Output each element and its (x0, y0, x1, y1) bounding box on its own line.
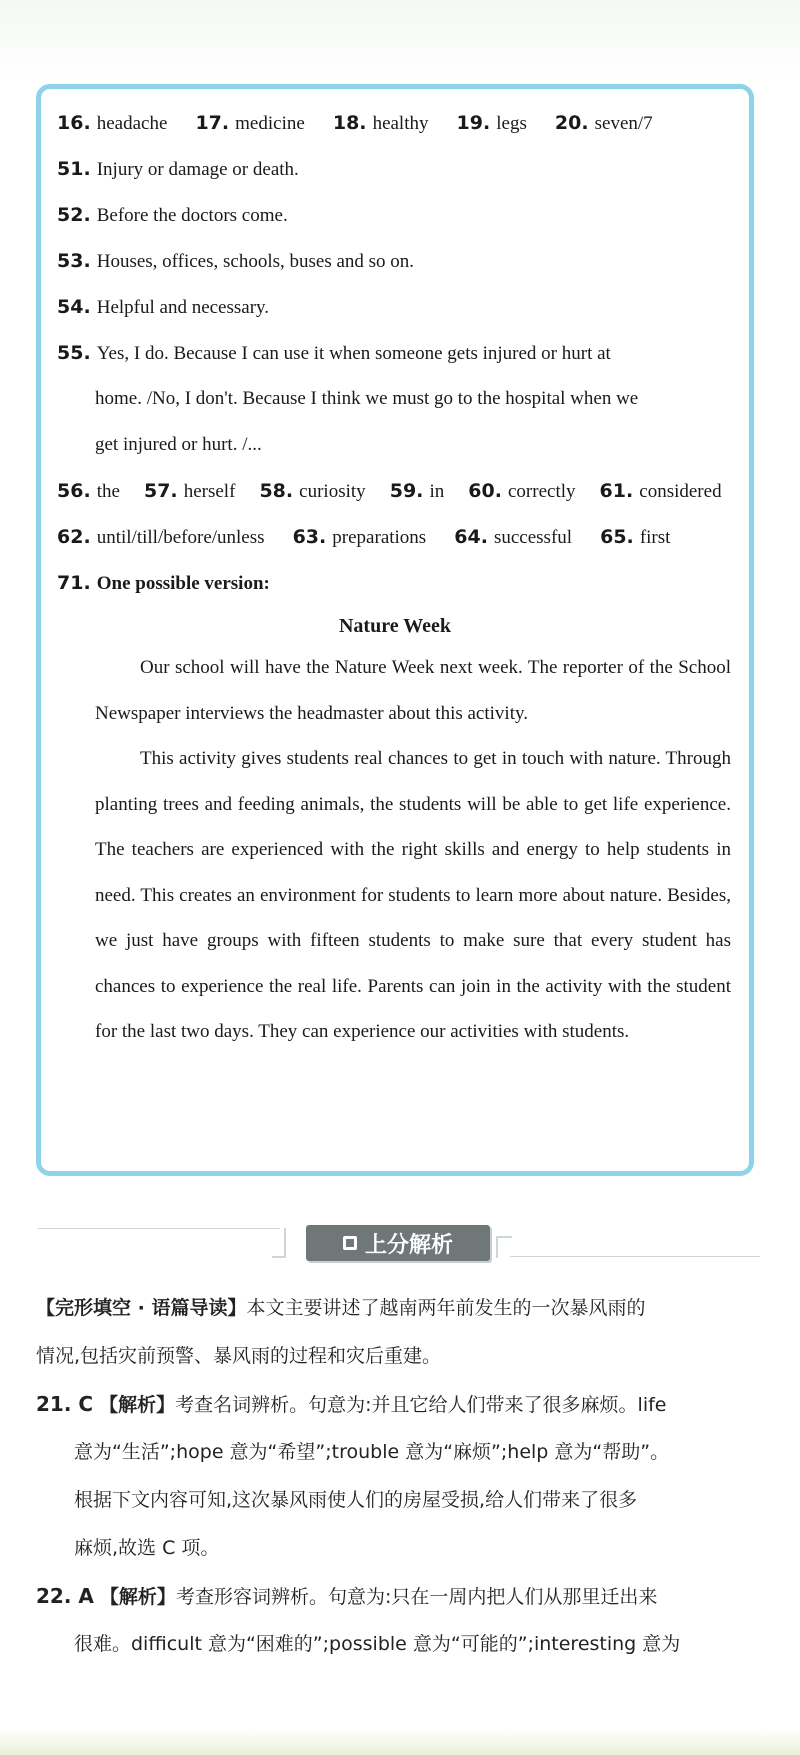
answer-55: 55. Yes, I do. Because I can use it when someone gets injured or hurt at (57, 342, 611, 364)
answer-53: 53. Houses, offices, schools, buses and so on. (57, 250, 415, 272)
answer-item: 63. preparations (292, 526, 427, 548)
section-divider-right (510, 1256, 760, 1257)
analysis-q21-line1: 21. C 【解析】考查名词辨析。句意为:并且它给人们带来了很多麻烦。life (36, 1392, 667, 1416)
essay-paragraph-1: Our school will have the Nature Week next week. The reporter of the School Newspaper interviews the headmaster about this activity. (95, 657, 731, 724)
answer-item: 61. considered (599, 480, 722, 502)
square-bullet-icon (343, 1236, 357, 1250)
page-top-band (0, 0, 800, 82)
answer-item: 65. first (600, 526, 671, 548)
answer-51: 51. Injury or damage or death. (57, 158, 299, 180)
answer-item: 62. until/till/before/unless (57, 526, 265, 548)
essay-paragraph-2: This activity gives students real chances to get in touch with nature. Through planting trees and feeding animals, the students will be able to get life experience. The teachers are experienced with the right skills and energy to help students in need. This creates an environment for students to learn more about nature. Besides, we just have groups with fifteen students to make sure that every student has chances to experience the real life. Parents can join in the activity with the student for the last two days. They can experience our activities with students. (95, 748, 731, 1042)
answer-item: 60. correctly (468, 480, 576, 502)
answer-item: 17. medicine (195, 112, 305, 134)
answer-row-56-61 (57, 479, 731, 504)
essay-title: Nature Week (338, 615, 452, 637)
answer-item: 19. legs (456, 112, 527, 134)
section-heading-text: 上分解析 (364, 1232, 453, 1258)
answer-item: 57. herself (143, 480, 236, 502)
analysis-q21-line3: 根据下文内容可知,这次暴风雨使人们的房屋受损,给人们带来了很多 (74, 1489, 638, 1511)
answer-item: 20. seven/7 (554, 112, 653, 134)
answer-71: 71. One possible version: (57, 572, 270, 594)
section-bracket-left (272, 1228, 286, 1258)
answer-54: 54. Helpful and necessary. (57, 296, 270, 318)
section-bracket-right (496, 1236, 512, 1258)
section-heading (306, 1225, 490, 1261)
answer-item: 16. headache (57, 112, 168, 134)
answer-row-62-65 (57, 525, 731, 550)
answer-item: 56. the (57, 480, 120, 502)
answer-55-line2: home. /No, I don't. Because I think we must go to the hospital when we (95, 388, 639, 409)
section-divider-left (38, 1228, 280, 1229)
answer-55-line3: get injured or hurt. /... (95, 434, 262, 455)
analysis-q22-line1: 22. A 【解析】考查形容词辨析。句意为:只在一周内把人们从那里迁出来 (36, 1584, 658, 1608)
analysis-intro-line2: 情况,包括灾前预警、暴风雨的过程和灾后重建。 (36, 1345, 442, 1367)
answer-item: 64. successful (454, 526, 573, 548)
answer-row-16-20 (57, 111, 731, 136)
answer-item: 58. curiosity (259, 480, 366, 502)
answer-52: 52. Before the doctors come. (57, 204, 288, 226)
analysis-q21-line2: 意为“生活”;hope 意为“希望”;trouble 意为“麻烦”;help 意为“帮助”。 (74, 1441, 670, 1463)
answer-item: 59. in (389, 480, 445, 502)
analysis-q22-line2: 很难。difficult 意为“困难的”;possible 意为“可能的”;interesting 意为 (74, 1633, 681, 1655)
answer-item: 18. healthy (332, 112, 429, 134)
analysis-intro-line1: 【完形填空 · 语篇导读】本文主要讲述了越南两年前发生的一次暴风雨的 (36, 1297, 646, 1319)
page-bottom-band (0, 1728, 800, 1755)
analysis-q21-line4: 麻烦,故选 C 项。 (74, 1537, 220, 1559)
answer-key-box (36, 84, 754, 1176)
